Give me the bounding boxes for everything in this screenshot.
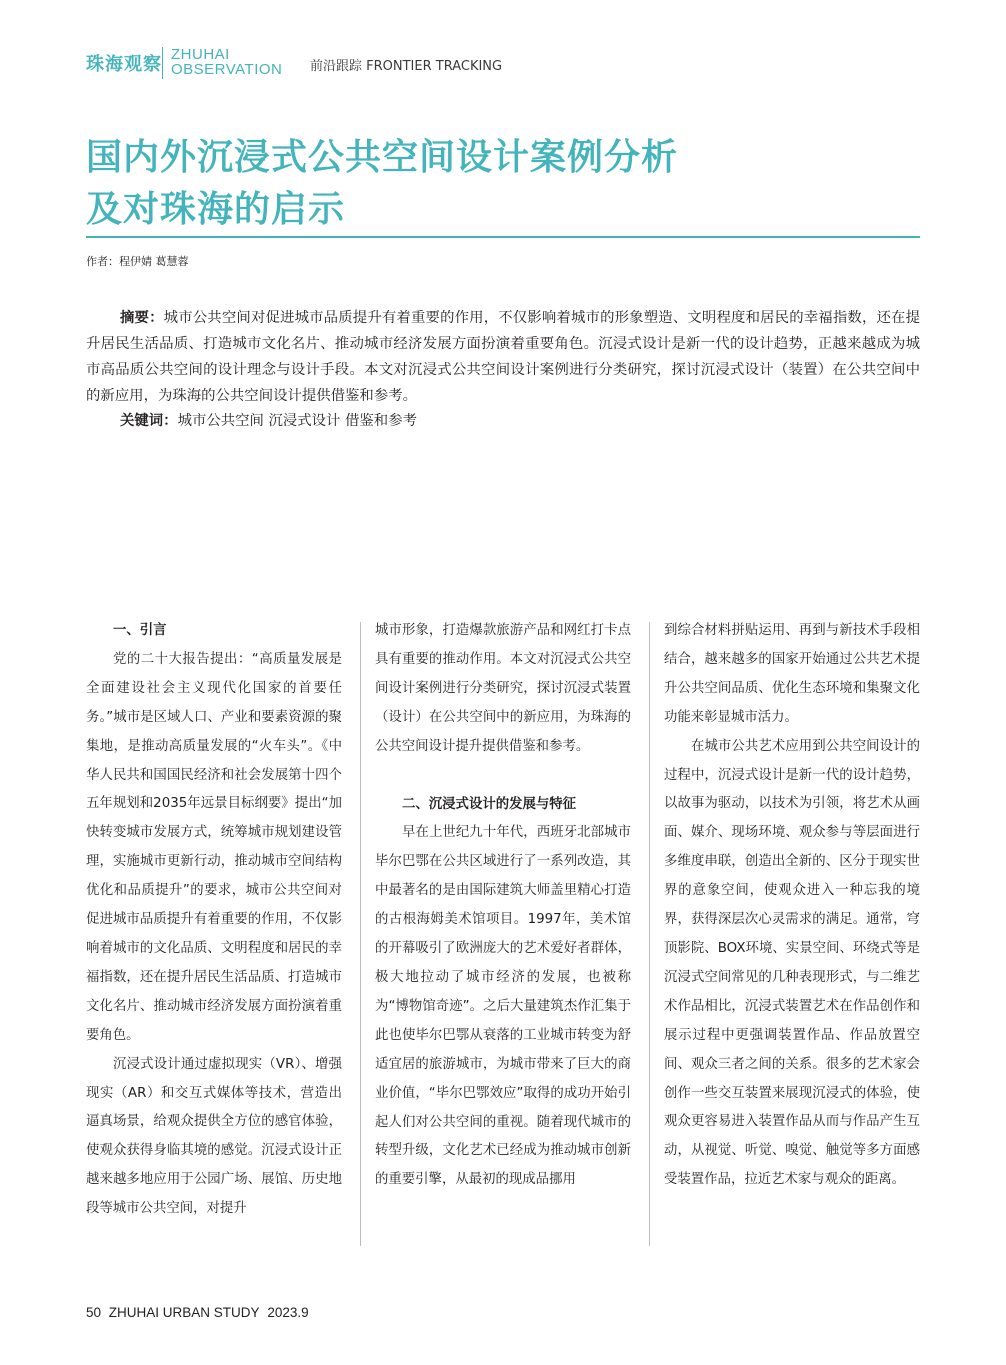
header-divider — [162, 47, 163, 79]
abstract-label: 摘要： — [120, 309, 164, 326]
keywords-label: 关键词： — [120, 412, 178, 429]
section-heading-development: 二、沉浸式设计的发展与特征 — [402, 796, 577, 812]
journal-name-cn: 珠海观察 — [86, 54, 162, 75]
journal-name-en — [171, 47, 282, 77]
title-divider — [86, 236, 920, 238]
keywords — [120, 408, 417, 434]
article-title — [86, 132, 678, 236]
paragraph: 早在上世纪九十年代，西班牙北部城市毕尔巴鄂在公共区域进行了一系列改造，其中最著名的是由国际建筑大师盖里精心打造的古根海姆美术馆项目。1997年，美术馆的开幕吸引了欧洲庞大的艺术爱好者群体，极大地拉动了城市经济的发展，也被称为“博物馆奇迹”。之后大量建筑杰作汇集于此也使毕尔巴鄂从衰落的工业城市转变为舒适宜居的旅游城市，为城市带来了巨大的商业价值，“毕尔巴鄂效应”取得的成功开始引起人们对公共空间的重视。随着现代城市的转型升级，文化艺术已经成为推动城市创新的重要引擎，从最初的现成品挪用 — [375, 825, 631, 1188]
footer-issue: 2023.9 — [267, 1305, 309, 1320]
body-column-1 — [86, 617, 342, 1224]
article-title-line1: 国内外沉浸式公共空间设计案例分析 — [86, 137, 679, 178]
journal-name-en-line1: ZHUHAI — [171, 46, 230, 63]
article-authors: 作者：程伊婧 葛慧蓉 — [86, 255, 189, 268]
page-footer — [86, 1305, 313, 1320]
section-heading-introduction: 一、引言 — [113, 623, 167, 638]
keywords-text: 城市公共空间 沉浸式设计 借鉴和参考 — [177, 413, 417, 429]
footer-journal: ZHUHAI URBAN STUDY — [108, 1305, 260, 1320]
article-title-line2: 及对珠海的启示 — [86, 189, 346, 230]
paragraph: 在城市公共艺术应用到公共空间设计的过程中，沉浸式设计是新一代的设计趋势，以故事为驱动，以技术为引领，将艺术从画面、媒介、现场环境、观众参与等层面进行多维度串联，创造出全新的、区分于现实世界的意象空间，使观众进入一种忘我的境界，获得深层次心灵需求的满足。通常，穹顶影院、BOX环境、实景空间、环绕式等是沉浸式空间常见的几种表现形式，与二维艺术作品相比，沉浸式装置艺术在作品创作和展示过程中更强调装置作品、作品放置空间、观众三者之间的关系。很多的艺术家会创作一些交互装置来展现沉浸式的体验，使观众更容易进入装置作品从而与作品产生互动，从视觉、听觉、嗅觉、触觉等多方面感受装置作品，拉近艺术家与观众的距离。 — [664, 738, 920, 1188]
page-number: 50 — [86, 1305, 102, 1320]
abstract-text: 城市公共空间对促进城市品质提升有着重要的作用，不仅影响着城市的形象塑造、文明程度和居民的幸福指数，还在提升居民生活品质、打造城市文化名片、推动城市经济发展方面扮演着重要角色。沉浸式设计是新一代的设计趋势，正越来越成为城市高品质公共空间的设计理念与设计手段。本文对沉浸式公共空间设计案例进行分类研究，探讨沉浸式设计（装置）在公共空间中的新应用，为珠海的公共空间设计提供借鉴和参考。 — [86, 310, 920, 404]
body-column-2 — [375, 617, 631, 1195]
section-label: 前沿跟踪 FRONTIER TRACKING — [310, 59, 503, 74]
body-column-3 — [664, 617, 920, 1195]
paragraph-continued: 城市形象，打造爆款旅游产品和网红打卡点具有重要的推动作用。本文对沉浸式公共空间设计案例进行分类研究，探讨沉浸式装置（设计）在公共空间中的新应用，为珠海的公共空间设计提升提供借鉴和参考。 — [375, 623, 631, 754]
journal-name-en-line2: OBSERVATION — [171, 61, 283, 78]
paragraph: 党的二十大报告提出：“高质量发展是全面建设社会主义现代化国家的首要任务。”城市是区域人口、产业和要素资源的聚集地，是推动高质量发展的“火车头”。《中华人民共和国国民经济和社会发展第十四个五年规划和2035年远景目标纲要》提出“加快转变城市发展方式，统筹城市规划建设管理，实施城市更新行动，推动城市空间结构优化和品质提升”的要求，城市公共空间对促进城市品质提升有着重要的作用，不仅影响着城市的文化品质、文明程度和居民的幸福指数，还在提升居民生活品质、打造城市文化名片、推动城市经济发展方面扮演着重要角色。 — [86, 651, 342, 1043]
paragraph-continued: 到综合材料拼贴运用、再到与新技术手段相结合，越来越多的国家开始通过公共艺术提升公共空间品质、优化生态环境和集聚文化功能来彰显城市活力。 — [664, 623, 920, 725]
column-divider — [649, 622, 650, 1246]
abstract — [86, 305, 920, 409]
column-divider — [360, 622, 361, 1246]
paragraph: 沉浸式设计通过虚拟现实（VR）、增强现实（AR）和交互式媒体等技术，营造出逼真场景，给观众提供全方位的感官体验，使观众获得身临其境的感觉。沉浸式设计正越来越多地应用于公园广场、展馆、历史地段等城市公共空间，对提升 — [86, 1056, 342, 1217]
